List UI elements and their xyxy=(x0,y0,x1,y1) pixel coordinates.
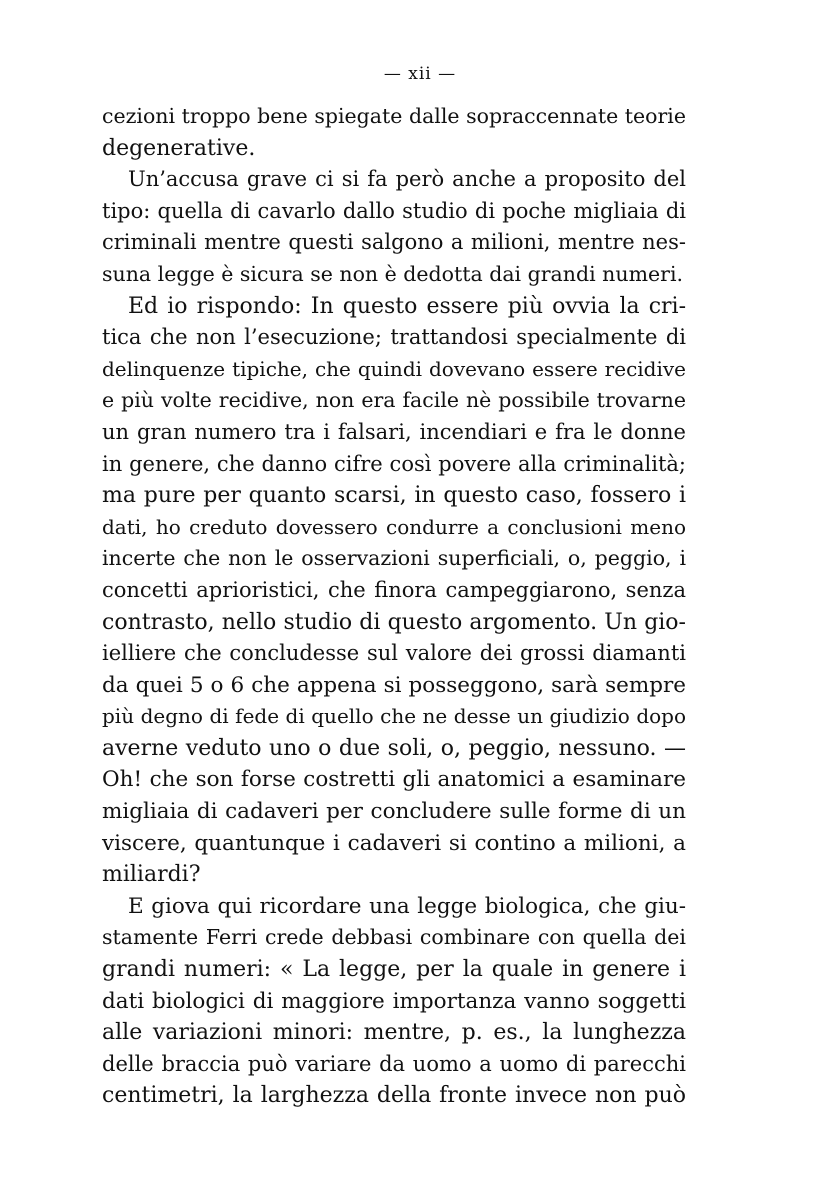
text-line: viscere, quantunque i cadaveri si contino a milioni, a xyxy=(102,830,686,856)
text-line: criminali mentre questi salgono a milioni, mentre nes- xyxy=(102,230,686,255)
text-line: ielliere che concludesse sul valore dei grossi diamanti xyxy=(102,641,686,666)
text-line: stamente Ferri crede debbasi combinare con quella dei xyxy=(102,925,686,950)
text-line: grandi numeri: « La legge, per la quale in genere i xyxy=(102,957,686,983)
text-line: degenerative. xyxy=(102,135,256,161)
body-text xyxy=(102,101,686,1112)
text-line: centimetri, la larghezza della fronte invece non può xyxy=(102,1083,686,1109)
text-line: in genere, che danno cifre così povere alla criminalità; xyxy=(102,451,686,476)
text-line: delinquenze tipiche, che quindi dovevano essere recidive xyxy=(102,356,686,381)
text-line: miliardi? xyxy=(102,862,201,888)
text-line: tipo: quella di cavarlo dallo studio di poche migliaia di xyxy=(102,198,686,223)
text-line: contrasto, nello studio di questo argomento. Un gio- xyxy=(102,609,686,635)
text-line: un gran numero tra i falsari, incendiari e fra le donne xyxy=(102,419,686,444)
text-line: Un’accusa grave ci si fa però anche a proposito del xyxy=(128,167,686,192)
text-line: suna legge è sicura se non è dedotta dai grandi numeri. xyxy=(102,261,684,286)
text-line: incerte che non le osservazioni superficiali, o, peggio, i xyxy=(102,546,686,571)
text-line: Oh! che son forse costretti gli anatomici a esaminare xyxy=(102,767,686,793)
page-number: — xii — xyxy=(383,64,457,84)
text-line: da quei 5 o 6 che appena si posseggono, sarà sempre xyxy=(102,672,686,698)
text-line: averne veduto uno o due soli, o, peggio, nessuno. — xyxy=(102,735,686,761)
text-line: e più volte recidive, non era facile nè possibile trovarne xyxy=(102,388,686,413)
text-line: concetti aprioristici, che finora campeggiarono, senza xyxy=(102,577,686,602)
text-line: Ed io rispondo: In questo essere più ovvia la cri- xyxy=(128,293,686,319)
text-line: dati biologici di maggiore importanza vanno soggetti xyxy=(102,988,686,1014)
text-line: alle variazioni minori: mentre, p. es., la lunghezza xyxy=(102,1020,686,1046)
text-line: cezioni troppo bene spiegate dalle sopraccennate teorie xyxy=(102,104,686,128)
text-line: migliaia di cadaveri per concludere sulle forme di un xyxy=(102,799,686,825)
text-line: ma pure per quanto scarsi, in questo caso, fossero i xyxy=(102,483,686,509)
text-line: più degno di fede di quello che ne desse un giudizio dopo xyxy=(102,704,686,729)
text-line: delle braccia può variare da uomo a uomo di parecchi xyxy=(102,1051,686,1076)
text-line: E giova qui ricordare una legge biologica, che giu- xyxy=(128,893,686,919)
text-line: tica che non l’esecuzione; trattandosi specialmente di xyxy=(102,325,686,350)
text-line: dati, ho creduto dovessero condurre a conclusioni meno xyxy=(102,514,686,539)
